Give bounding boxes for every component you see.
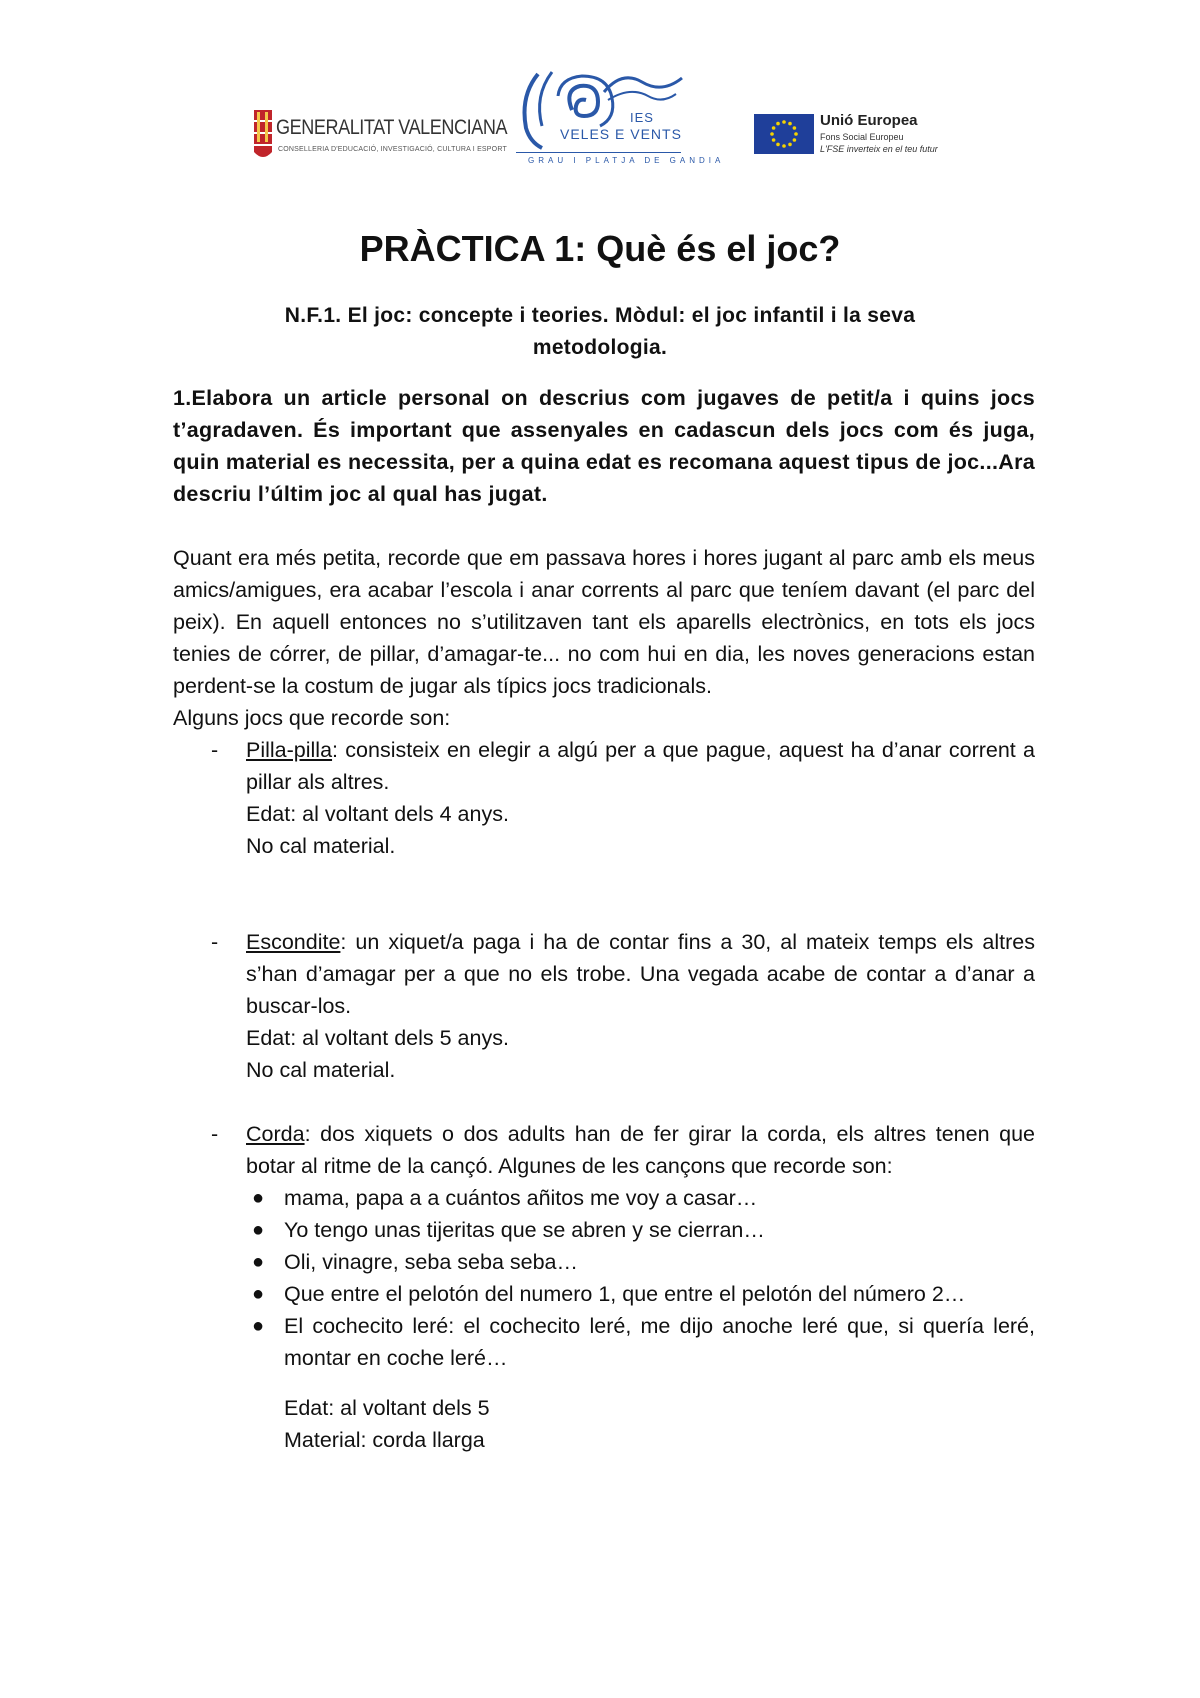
game-material: Material: corda llarga [284,1428,485,1452]
eu-subtitle-fund: Fons Social Europeu [820,132,904,142]
game-material: No cal material. [246,1058,396,1082]
game-age: Edat: al voltant dels 5 [284,1396,490,1420]
ies-label: IES [630,110,654,125]
song-text: El cochecito leré: el cochecito leré, me dijo anoche leré que, si quería leré, montar en coche leré… [284,1314,1035,1370]
european-union-logo [754,112,974,164]
page-subtitle: N.F.1. El joc: concepte i teories. Mòdul: el joc infantil i la seva metodologia. [284,304,916,359]
song-text: Que entre el pelotón del numero 1, que entre el pelotón del número 2… [284,1282,966,1306]
game-name: Corda [246,1122,305,1146]
song-text: mama, papa a a cuántos añitos me voy a casar… [284,1186,758,1210]
game-desc-text: : consisteix en elegir a algú per a que pague, aquest ha d’anar corrent a pillar als altres. [246,738,1035,794]
game-name: Escondite [246,930,341,954]
song-item [246,1182,1035,1214]
game-item [173,1118,1035,1456]
spacer [173,862,1035,926]
gva-shield-icon [252,108,274,162]
spacer [246,1374,1035,1392]
game-item [173,734,1035,862]
game-material: No cal material. [246,834,396,858]
page-title: PRÀCTICA 1: Què és el joc? [359,228,841,269]
song-item [246,1310,1035,1374]
gva-name: GENERALITAT VALENCIANA [276,116,508,139]
song-list [246,1182,1035,1374]
list-dash: - [211,738,219,762]
bullet-icon: ● [252,1315,265,1337]
ies-veles-e-vents-logo [512,68,725,168]
game-age: Edat: al voltant dels 4 anys. [246,802,509,826]
generalitat-valenciana-logo [252,108,508,164]
exercise-question: 1.Elabora un article personal on descrius com jugaves de petit/a i quins jocs t’agradaven. És important que assenyales en cadascun dels jocs com és juga, quin material es necessita, per a quina edat es recomana aquest tipus de joc...Ara descriu l’últim joc al qual has jugat. [173,386,1035,506]
bullet-icon: ● [252,1219,265,1241]
header-logos [0,60,1200,170]
game-description [246,734,1035,798]
ies-subtitle: GRAU I PLATJA DE GANDIA [528,156,725,165]
article-body [173,542,1035,1456]
gva-subtitle: CONSELLERIA D'EDUCACIÓ, INVESTIGACIÓ, CULTURA I ESPORT [278,146,507,153]
intro-paragraph: Quant era més petita, recorde que em passava hores i hores jugant al parc amb els meus amics/amigues, era acabar l’escola i anar corrents al parc que teníem davant (el parc del peix). En aquell entonces no s’utilitzaven tant els aparells electrònics, en tots els jocs tenies de córrer, de pillar, d’amagar-te... no com hui en dia, les noves generacions estan perdent-se la costum de jugar als típics jocs tradicionals. [173,546,1035,698]
game-item [173,926,1035,1086]
eu-flag-icon [754,114,814,154]
bullet-icon: ● [252,1187,265,1209]
song-item [246,1246,1035,1278]
game-description [246,1118,1035,1182]
song-item [246,1278,1035,1310]
game-desc-text: : dos xiquets o dos adults han de fer girar la corda, els altres tenen que botar al ritme de la cançó. Algunes de les cançons que recorde son: [246,1122,1035,1178]
eu-subtitle-motto: L'FSE inverteix en el teu futur [820,144,938,154]
game-name: Pilla-pilla [246,738,333,762]
game-description [246,926,1035,1022]
bullet-icon: ● [252,1283,265,1305]
song-item [246,1214,1035,1246]
games-intro: Alguns jocs que recorde son: [173,706,451,730]
list-dash: - [211,930,219,954]
ies-divider [516,152,681,153]
game-desc-text: : un xiquet/a paga i ha de contar fins a 30, al mateix temps els altres s’han d’amagar per a que no els trobe. Una vegada acabe de contar a d’anar a buscar-los. [246,930,1035,1018]
spacer [173,1086,1035,1118]
game-age: Edat: al voltant dels 5 anys. [246,1026,509,1050]
song-text: Yo tengo unas tijeritas que se abren y se cierran… [284,1218,765,1242]
bullet-icon: ● [252,1251,265,1273]
song-text: Oli, vinagre, seba seba seba… [284,1250,578,1274]
eu-title: Unió Europea [820,112,918,129]
list-dash: - [211,1122,219,1146]
ies-name: VELES E VENTS [560,126,682,142]
